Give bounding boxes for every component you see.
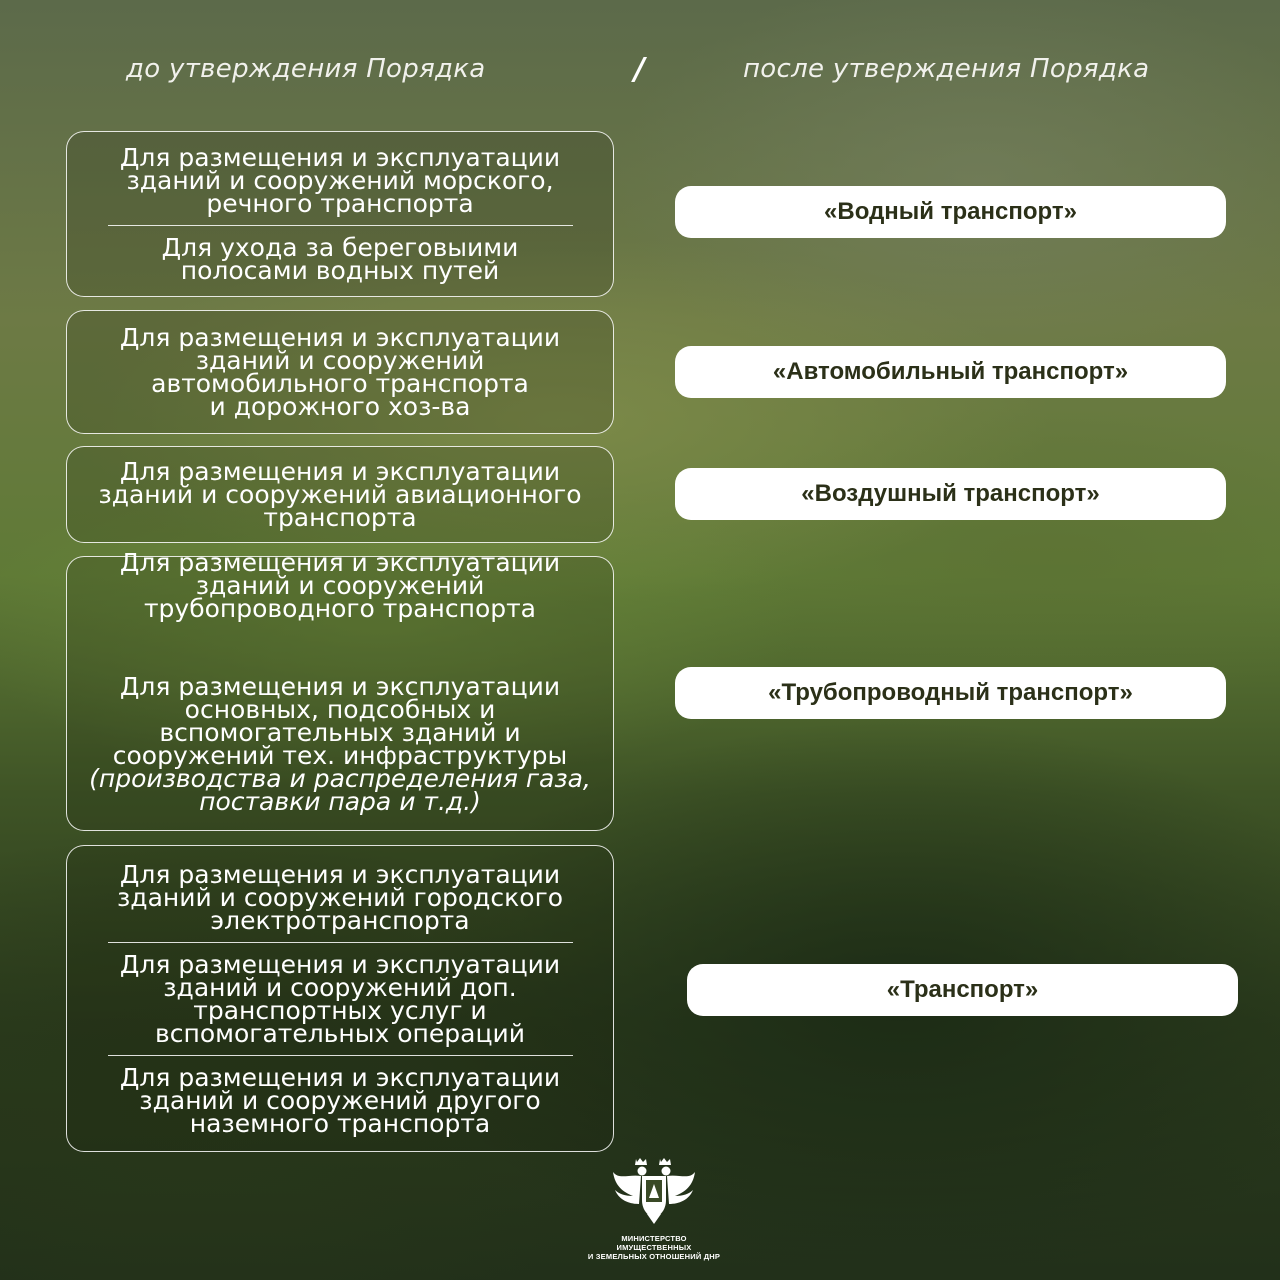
result-pill-pipeline: «Трубопроводный транспорт» [675, 667, 1226, 719]
header-before: до утверждения Порядка [126, 54, 486, 84]
ministry-logo [584, 1158, 724, 1261]
before-item: Для размещения и эксплуатации зданий и сооружений городского электротранспорта [116, 859, 564, 935]
result-pill-air: «Воздушный транспорт» [675, 468, 1226, 520]
header-after: после утверждения Порядка [743, 54, 1150, 84]
before-item: Для ухода за береговыими полосами водных путей [161, 233, 519, 285]
divider [108, 1055, 573, 1056]
result-pill-transport: «Транспорт» [687, 964, 1238, 1016]
before-item: Для размещения и эксплуатации зданий и сооружений доп. транспортных услуг и вспомогательных операций [119, 949, 561, 1048]
header-separator: / [634, 52, 645, 87]
ministry-name: МИНИСТЕРСТВО ИМУЩЕСТВЕННЫХ И ЗЕМЕЛЬНЫХ ОТНОШЕНИЙ ДНР [587, 1234, 721, 1261]
eagle-emblem-icon [611, 1158, 697, 1226]
before-item-text: Для размещения и эксплуатации основных, подсобных и вспомогательных зданий и сооружений тех. инфраструктуры [112, 672, 568, 770]
before-item: Для размещения и эксплуатации зданий и сооружений другого наземного транспорта [119, 1062, 561, 1138]
before-box-pipeline [66, 548, 614, 831]
before-box-air [66, 446, 614, 543]
result-pill-water: «Водный транспорт» [675, 186, 1226, 238]
before-item-note: (производства и распределения газа, поставки пара и т.д.) [89, 764, 591, 816]
before-box-transport [66, 845, 614, 1152]
before-item: Для размещения и эксплуатации зданий и сооружений авиационного транспорта [98, 457, 582, 532]
before-box-water [66, 131, 614, 297]
before-item: Для размещения и эксплуатации зданий и сооружений трубопроводного транспорта [119, 548, 561, 623]
divider [108, 225, 573, 226]
before-box-auto [66, 310, 614, 434]
before-item: Для размещения и эксплуатации зданий и сооружений морского, речного транспорта [119, 143, 561, 218]
result-pill-auto: «Автомобильный транспорт» [675, 346, 1226, 398]
before-item: Для размещения и эксплуатации зданий и сооружений автомобильного транспорта и дорожного хоз-ва [119, 323, 561, 421]
before-item [67, 652, 613, 836]
divider [108, 942, 573, 943]
